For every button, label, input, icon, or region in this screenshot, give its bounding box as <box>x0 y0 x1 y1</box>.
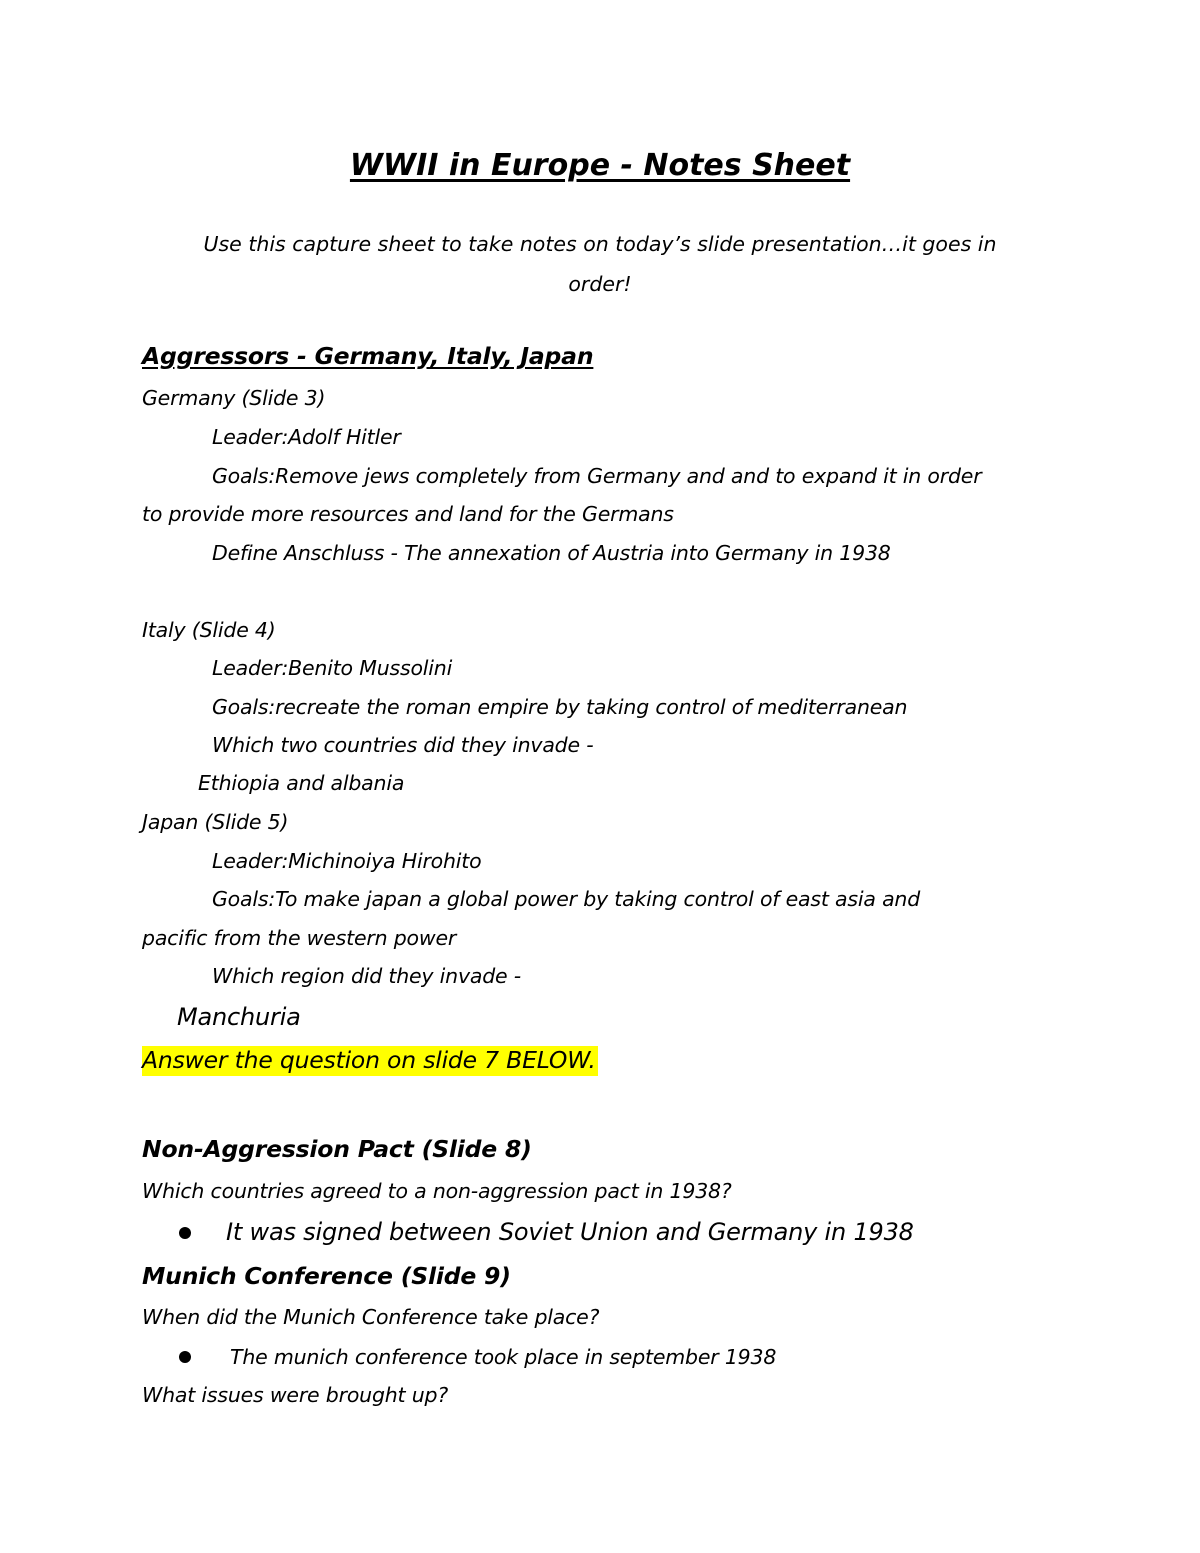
italy-question: Which two countries did they invade - <box>212 733 594 757</box>
non-aggression-question: Which countries agreed to a non-aggression pact in 1938? <box>142 1179 732 1203</box>
japan-leader: Leader:Michinoiya Hirohito <box>212 849 482 873</box>
italy-answer: Ethiopia and albania <box>198 771 405 795</box>
bullet-icon <box>179 1351 191 1363</box>
italy-label: Italy (Slide 4) <box>142 618 276 642</box>
munich-answer-1: The munich conference took place in september 1938 <box>230 1345 777 1369</box>
munich-question-2: What issues were brought up? <box>142 1383 448 1407</box>
subtitle-line-2: order! <box>568 272 632 296</box>
japan-label: Japan (Slide 5) <box>142 810 289 834</box>
bullet-icon <box>179 1227 191 1239</box>
germany-label: Germany (Slide 3) <box>142 386 326 410</box>
munich-heading: Munich Conference (Slide 9) <box>142 1262 511 1290</box>
munich-question-1: When did the Munich Conference take place? <box>142 1305 600 1329</box>
japan-question: Which region did they invade - <box>212 964 521 988</box>
japan-goals-line-1: Goals:To make japan a global power by taking control of east asia and <box>212 887 921 911</box>
page-title: WWII in Europe - Notes Sheet <box>349 148 851 183</box>
japan-goals-line-2: pacific from the western power <box>142 926 457 950</box>
japan-answer: Manchuria <box>177 1003 301 1031</box>
subtitle-line-1: Use this capture sheet to take notes on today’s slide presentation…it goes in <box>203 232 997 256</box>
germany-goals-line-1: Goals:Remove jews completely from Germany and and to expand it in order <box>212 464 982 488</box>
aggressors-heading: Aggressors - Germany, Italy, Japan <box>142 342 594 370</box>
italy-goals: Goals:recreate the roman empire by taking control of mediterranean <box>212 695 908 719</box>
germany-anschluss: Define Anschluss - The annexation of Austria into Germany in 1938 <box>212 541 891 565</box>
germany-leader: Leader:Adolf Hitler <box>212 425 401 449</box>
non-aggression-answer: It was signed between Soviet Union and Germany in 1938 <box>226 1218 914 1246</box>
italy-leader: Leader:Benito Mussolini <box>212 656 453 680</box>
highlighted-instruction: Answer the question on slide 7 BELOW. <box>142 1046 596 1074</box>
germany-goals-line-2: to provide more resources and land for the Germans <box>142 502 674 526</box>
non-aggression-heading: Non-Aggression Pact (Slide 8) <box>142 1135 532 1163</box>
